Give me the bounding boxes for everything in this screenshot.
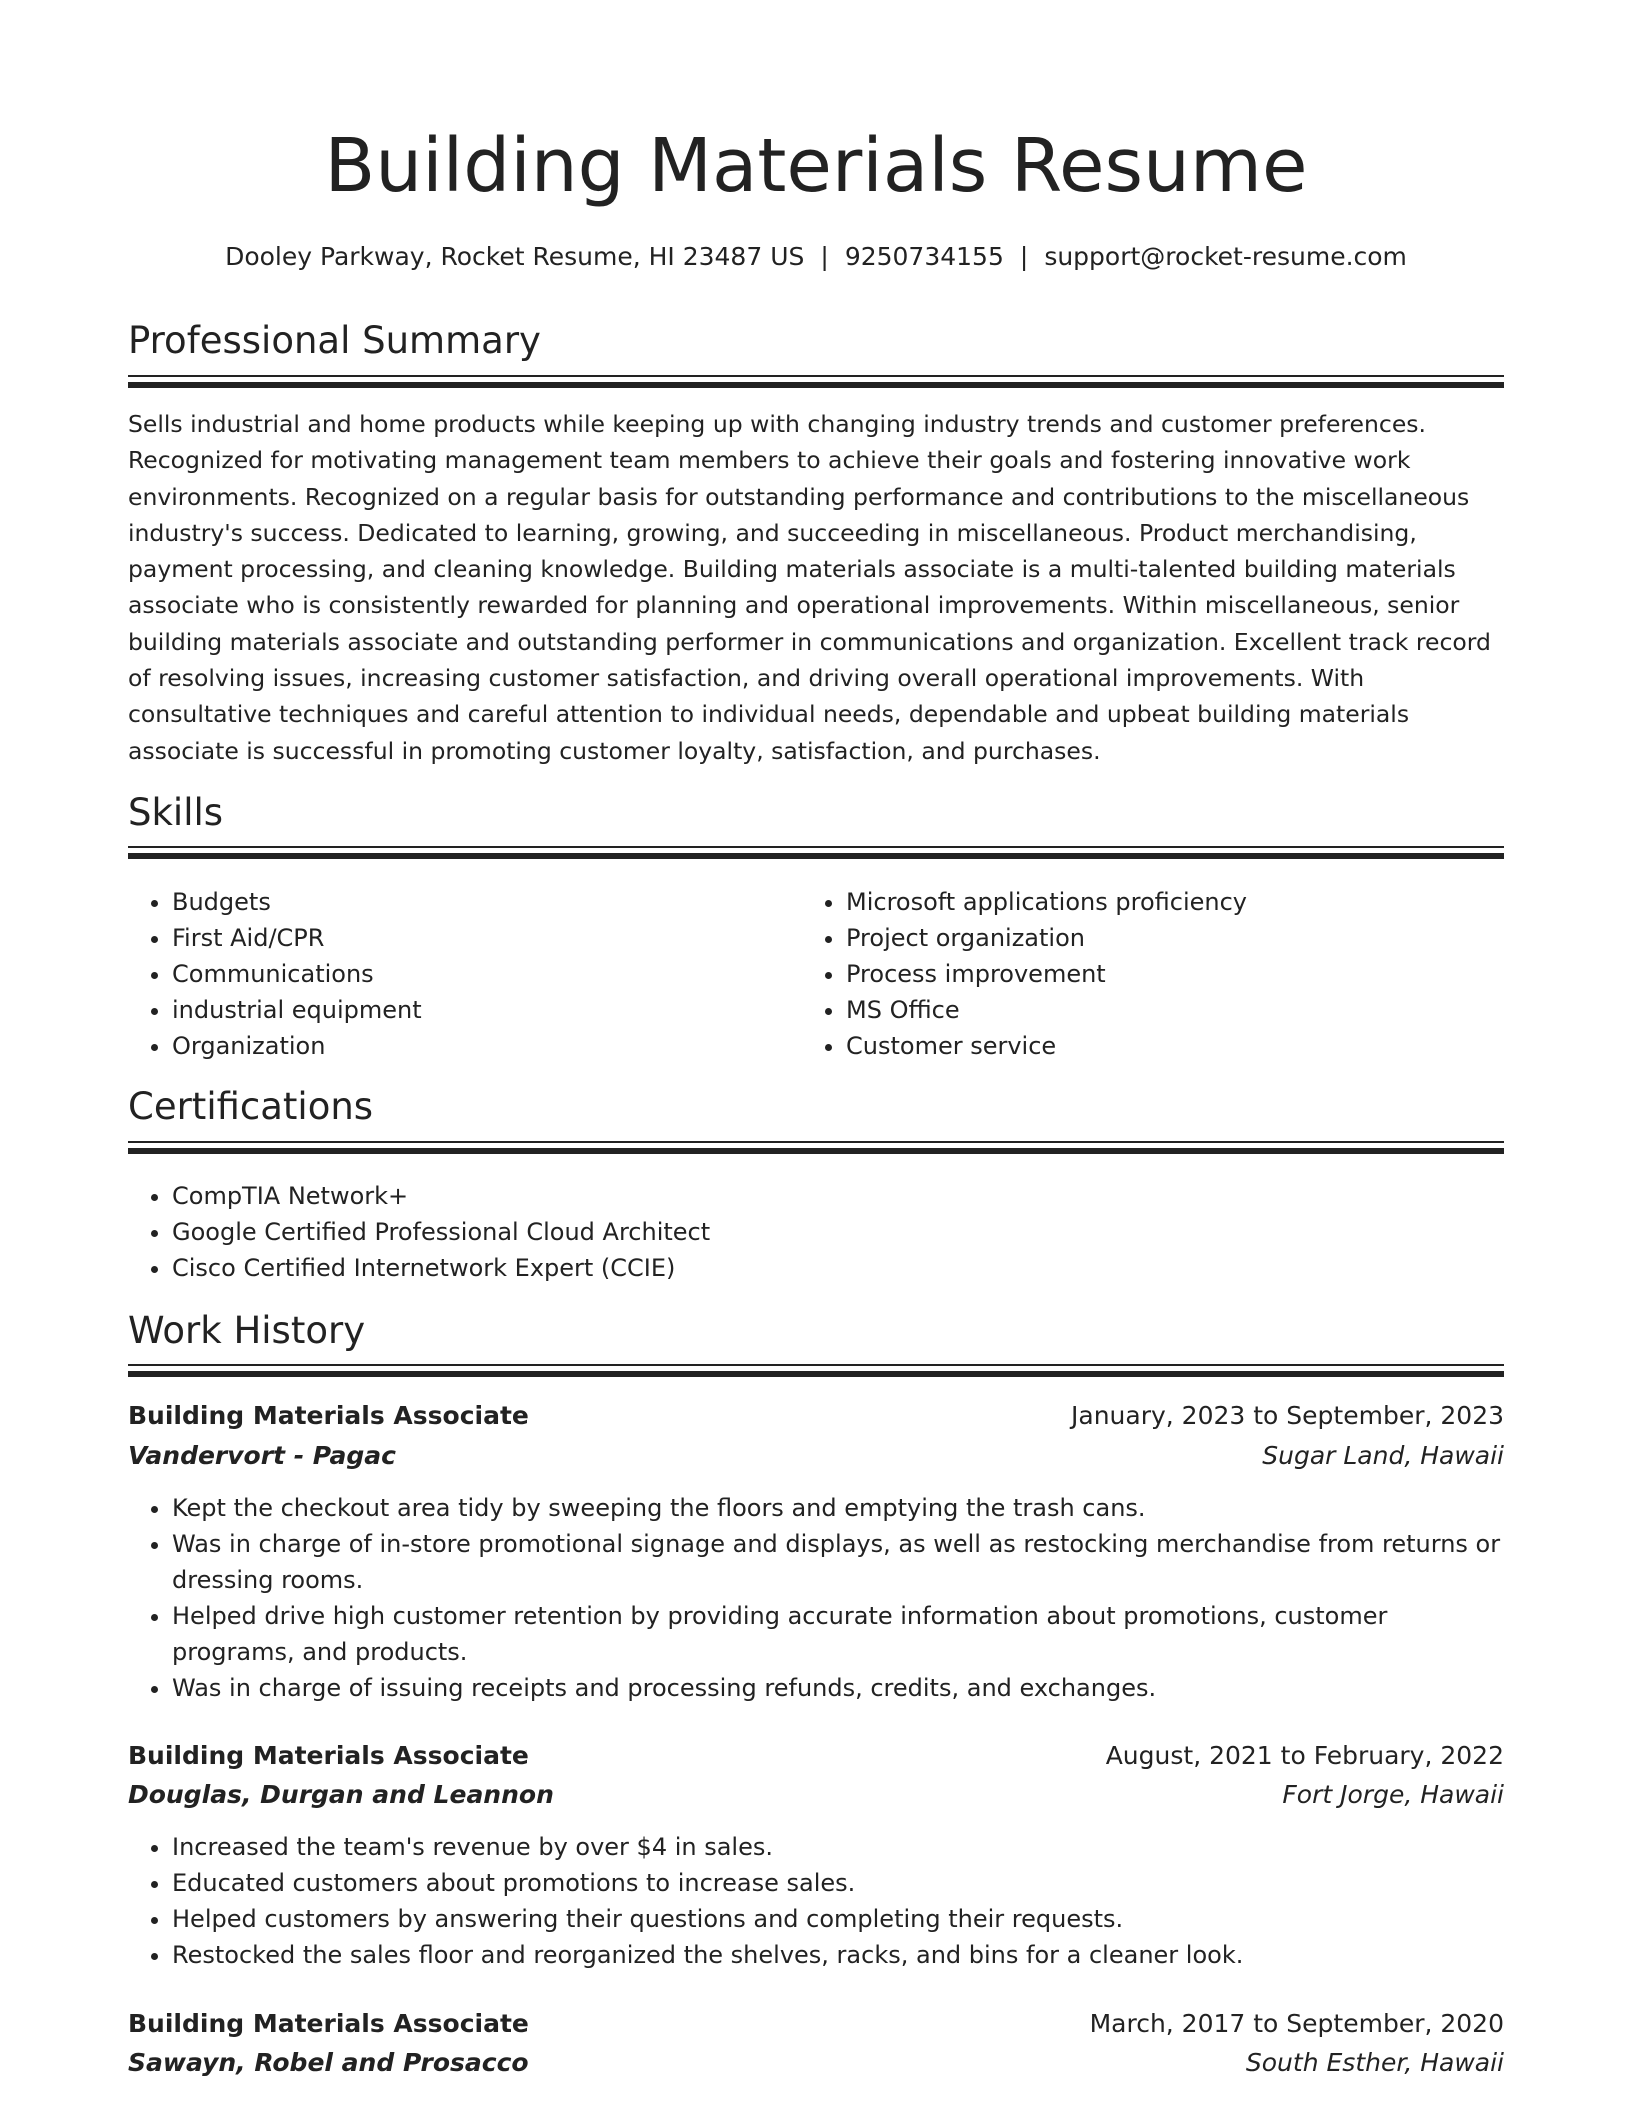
job-company: Sawayn, Robel and Prosacco <box>128 2048 529 2077</box>
contact-separator: | <box>820 242 829 271</box>
job-title: Building Materials Associate <box>128 2009 529 2038</box>
list-item: • Increased the team's revenue by over $4 in sales. <box>172 1829 1504 1865</box>
list-item: • First Aid/CPR <box>172 920 788 956</box>
skills-list-left <box>128 884 788 1064</box>
job-location: Fort Jorge, Hawaii <box>1282 1780 1504 1809</box>
list-item: • Organization <box>172 1028 788 1064</box>
skills-list-right <box>802 884 1462 1064</box>
contact-email: support@rocket-resume.com <box>1044 242 1407 271</box>
section-rule <box>128 853 1504 859</box>
contact-phone: 9250734155 <box>844 242 1004 271</box>
section-rule <box>128 375 1504 377</box>
certifications-list <box>128 1178 1504 1286</box>
list-item: • Microsoft applications proficiency <box>846 884 1462 920</box>
section-rule <box>128 1371 1504 1377</box>
list-item: • Was in charge of issuing receipts and processing refunds, credits, and exchanges. <box>172 1670 1504 1706</box>
section-heading-work-history: Work History <box>128 1309 366 1352</box>
list-item: • industrial equipment <box>172 992 788 1028</box>
contact-address: Dooley Parkway, Rocket Resume, HI 23487 US <box>225 242 805 271</box>
list-item: • Helped customers by answering their questions and completing their requests. <box>172 1901 1504 1937</box>
job-title: Building Materials Associate <box>128 1401 529 1430</box>
summary-text: Sells industrial and home products while keeping up with changing industry trends and customer preferences. Recognized for motivating management team members to achieve their goals and fostering innovative work environments. Recognized on a regular basis for outstanding performance and contributions to the miscellaneous industry's success. Dedicated to learning, growing, and succeeding in miscellaneous. Product merchandising, payment processing, and cleaning knowledge. Building materials associate is a multi-talented building materials associate who is consistently rewarded for planning and operational improvements. Within miscellaneous, senior building materials associate and outstanding performer in communications and organization. Excellent track record of resolving issues, increasing customer satisfaction, and driving overall operational improvements. With consultative techniques and careful attention to individual needs, dependable and upbeat building materials associate is successful in promoting customer loyalty, satisfaction, and purchases. <box>128 410 1491 765</box>
list-item: • Kept the checkout area tidy by sweeping the floors and emptying the trash cans. <box>172 1490 1504 1526</box>
list-item: • Budgets <box>172 884 788 920</box>
contact-line <box>0 238 1632 276</box>
job-dates: August, 2021 to February, 2022 <box>1105 1741 1504 1770</box>
list-item: • Communications <box>172 956 788 992</box>
section-heading-summary: Professional Summary <box>128 319 541 362</box>
list-item: • Project organization <box>846 920 1462 956</box>
list-item: • Google Certified Professional Cloud Architect <box>172 1214 1504 1250</box>
list-item: • Educated customers about promotions to increase sales. <box>172 1865 1504 1901</box>
section-rule <box>128 1364 1504 1366</box>
job-dates: March, 2017 to September, 2020 <box>1089 2009 1504 2038</box>
list-item: • Was in charge of in-store promotional signage and displays, as well as restocking merchandise from returns or dressing rooms. <box>172 1526 1504 1598</box>
list-item: • Process improvement <box>846 956 1462 992</box>
job-bullets <box>128 1490 1504 1706</box>
job-title: Building Materials Associate <box>128 1741 529 1770</box>
list-item: • Restocked the sales floor and reorganized the shelves, racks, and bins for a cleaner look. <box>172 1937 1504 1973</box>
list-item: • Customer service <box>846 1028 1462 1064</box>
section-rule <box>128 382 1504 388</box>
list-item: • Cisco Certified Internetwork Expert (CCIE) <box>172 1250 1504 1286</box>
list-item: • MS Office <box>846 992 1462 1028</box>
contact-separator: | <box>1019 242 1029 271</box>
section-heading-certifications: Certifications <box>128 1085 374 1128</box>
section-rule <box>128 1141 1504 1143</box>
job-dates: January, 2023 to September, 2023 <box>1071 1401 1504 1430</box>
section-rule <box>128 846 1504 848</box>
section-rule <box>128 1148 1504 1154</box>
job-bullets <box>128 1829 1504 1973</box>
job-company: Vandervort - Pagac <box>128 1441 396 1470</box>
list-item: • Helped drive high customer retention by providing accurate information about promotions, customer programs, and products. <box>172 1598 1504 1670</box>
job-company: Douglas, Durgan and Leannon <box>128 1780 554 1809</box>
section-heading-skills: Skills <box>128 791 224 834</box>
job-location: Sugar Land, Hawaii <box>1262 1441 1504 1470</box>
resume-title: Building Materials Resume <box>324 123 1308 209</box>
job-location: South Esther, Hawaii <box>1245 2048 1504 2077</box>
list-item: • CompTIA Network+ <box>172 1178 1504 1214</box>
